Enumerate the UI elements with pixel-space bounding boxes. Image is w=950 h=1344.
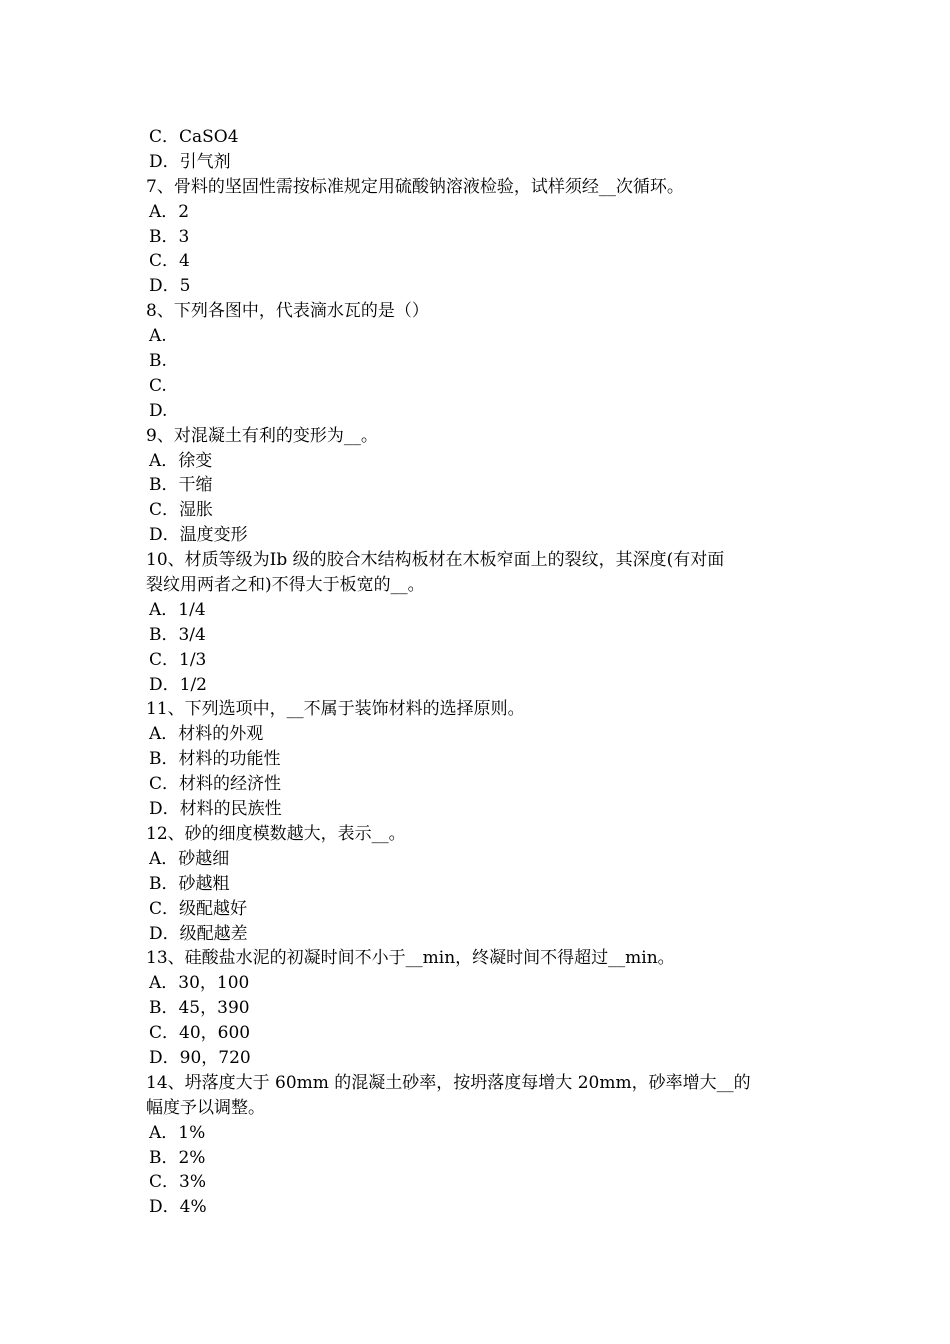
answer-option: A. xyxy=(149,326,167,347)
answer-option: D．90，720 xyxy=(149,1047,251,1068)
answer-option: B．3/4 xyxy=(149,624,206,645)
answer-option: B．45，390 xyxy=(149,998,250,1019)
question-text-line: 13、硅酸盐水泥的初凝时间不小于__min，终凝时间不得超过__min。 xyxy=(146,948,675,969)
answer-option: B．材料的功能性 xyxy=(149,749,281,770)
answer-option: D．材料的民族性 xyxy=(149,799,282,820)
answer-option: C．材料的经济性 xyxy=(149,774,282,795)
answer-option: C．级配越好 xyxy=(149,898,248,919)
answer-option: D．引气剂 xyxy=(149,151,231,172)
answer-option: C．4 xyxy=(149,251,190,272)
question-text-line: 幅度予以调整。 xyxy=(146,1097,265,1118)
question-text-line: 9、对混凝土有利的变形为__。 xyxy=(146,425,378,446)
answer-option: C．1/3 xyxy=(149,649,207,670)
answer-option: D．1/2 xyxy=(149,674,207,695)
question-text-line: 14、坍落度大于 60mm 的混凝土砂率，按坍落度每增大 20mm，砂率增大__的 xyxy=(146,1072,751,1093)
answer-option: C. xyxy=(149,375,167,396)
answer-option: D．级配越差 xyxy=(149,923,248,944)
answer-option: C．40，600 xyxy=(149,1023,251,1044)
question-text-line: 裂纹用两者之和)不得大于板宽的__。 xyxy=(146,575,425,596)
question-text-line: 12、砂的细度模数越大，表示__。 xyxy=(146,823,406,844)
answer-option: D．温度变形 xyxy=(149,525,248,546)
question-text-line: 11、下列选项中，__不属于装饰材料的选择原则。 xyxy=(146,699,525,720)
question-text-line: 8、下列各图中，代表滴水瓦的是（） xyxy=(146,301,429,322)
answer-option: A．砂越细 xyxy=(149,848,230,869)
question-text-line: 10、材质等级为Ⅰb 级的胶合木结构板材在木板窄面上的裂纹，其深度(有对面 xyxy=(146,550,725,571)
answer-option: A．30，100 xyxy=(149,973,250,994)
answer-option: D．5 xyxy=(149,276,191,297)
answer-option: A．2 xyxy=(149,201,190,222)
answer-option: A．徐变 xyxy=(149,450,213,471)
answer-option: B．砂越粗 xyxy=(149,873,230,894)
answer-option: B. xyxy=(149,351,167,372)
answer-option: A．1/4 xyxy=(149,599,206,620)
answer-option: C．CaSO4 xyxy=(149,127,239,147)
answer-option: D. xyxy=(149,400,168,421)
answer-option: B．2% xyxy=(149,1147,206,1168)
answer-option: B．3 xyxy=(149,226,190,247)
answer-option: B．干缩 xyxy=(149,475,213,496)
answer-option: D．4% xyxy=(149,1197,207,1218)
answer-option: A．材料的外观 xyxy=(149,724,264,745)
answer-option: A．1% xyxy=(149,1122,206,1143)
question-text-line: 7、骨料的坚固性需按标准规定用硫酸钠溶液检验，试样须经__次循环。 xyxy=(146,176,684,197)
answer-option: C．湿胀 xyxy=(149,500,214,521)
document-page xyxy=(146,125,816,1220)
answer-option: C．3% xyxy=(149,1172,206,1193)
